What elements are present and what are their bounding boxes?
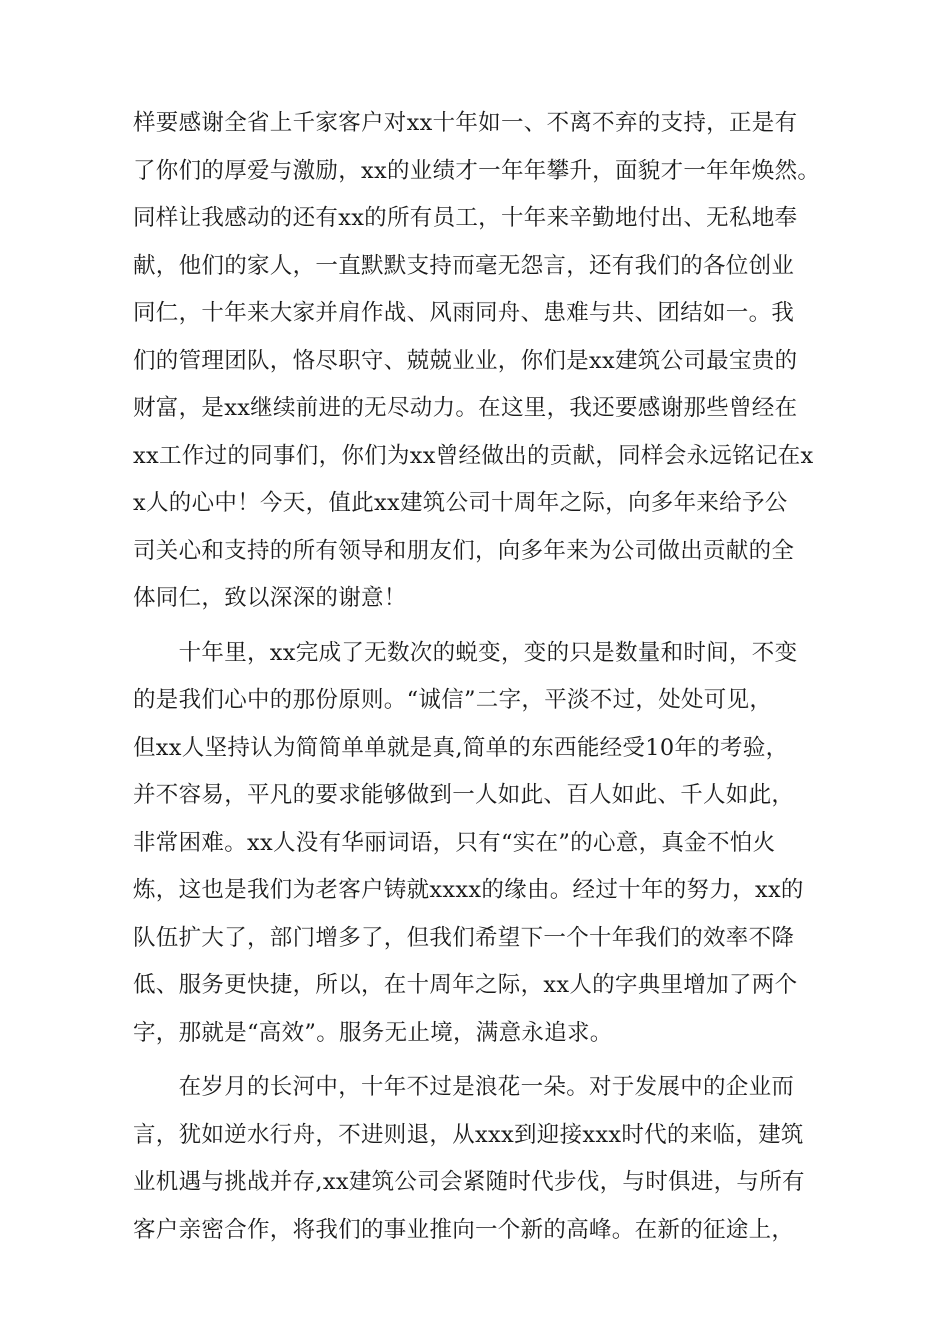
text-line: 客户亲密合作，将我们的事业推向一个新的高峰。在新的征途上， (133, 1216, 795, 1243)
text-line: 并不容易，平凡的要求能够做到一人如此、百人如此、千人如此， (133, 782, 795, 808)
text-line: 炼，这也是我们为老客户铸就xxxx的缘由。经过十年的努力，xx的 (133, 877, 804, 903)
text-line: 但xx人坚持认为简简单单就是真,简单的东西能经受10年的考验， (133, 734, 789, 761)
text-line: 在岁月的长河中，十年不过是浪花一朵。对于发展中的企业而 (133, 1074, 795, 1100)
text-line: x人的心中！今天，值此xx建筑公司十周年之际，向多年来给予公 (133, 490, 788, 516)
paragraph-spacing (133, 1057, 833, 1064)
text-line: 同样让我感动的还有xx的所有员工，十年来辛勤地付出、无私地奉 (133, 205, 798, 231)
text-line: 非常困难。xx人没有华丽词语，只有“实在”的心意，真金不怕火 (133, 829, 776, 856)
text-line: 低、服务更快捷，所以，在十周年之际，xx人的字典里增加了两个 (133, 972, 798, 998)
text-line: xx工作过的同事们，你们为xx曾经做出的贡献，同样会永远铭记在x (133, 442, 814, 469)
paragraph-spacing (133, 623, 833, 630)
text-line: 十年里，xx完成了无数次的蜕变，变的只是数量和时间，不变 (133, 639, 798, 666)
text-line: 献，他们的家人，一直默默支持而毫无怨言，还有我们的各位创业 (133, 252, 795, 279)
text-line: 队伍扩大了，部门增多了，但我们希望下一个十年我们的效率不降 (133, 924, 795, 951)
text-line: 言，犹如逆水行舟，不进则退，从xxx到迎接xxx时代的来临，建筑 (133, 1121, 804, 1148)
text-line: 样要感谢全省上千家客户对xx十年如一、不离不弃的支持，正是有 (133, 110, 798, 136)
text-line: 业机遇与挑战并存,xx建筑公司会紧随时代步伐，与时俱进，与所有 (133, 1169, 805, 1195)
text-line: 了你们的厚爱与激励，xx的业绩才一年年攀升，面貌才一年年焕然。 (133, 157, 821, 184)
text-line: 体同仁，致以深深的谢意！ (133, 585, 407, 611)
text-line: 们的管理团队，恪尽职守、兢兢业业，你们是xx建筑公司最宝贵的 (133, 347, 798, 374)
paragraph-river-of-time (133, 1064, 833, 1254)
text-line: 的是我们心中的那份原则。“诚信”二字，平淡不过，处处可见， (133, 687, 773, 713)
document-body (133, 100, 833, 1254)
text-line: 财富，是xx继续前进的无尽动力。在这里，我还要感谢那些曾经在 (133, 395, 798, 421)
text-line: 司关心和支持的所有领导和朋友们，向多年来为公司做出贡献的全 (133, 537, 795, 564)
text-line: 同仁，十年来大家并肩作战、风雨同舟、患难与共、团结如一。我 (133, 300, 795, 326)
paragraph-ten-years (133, 630, 833, 1058)
paragraph-gratitude (133, 100, 833, 623)
text-line: 字，那就是“高效”。服务无止境，满意永追求。 (133, 1019, 613, 1046)
